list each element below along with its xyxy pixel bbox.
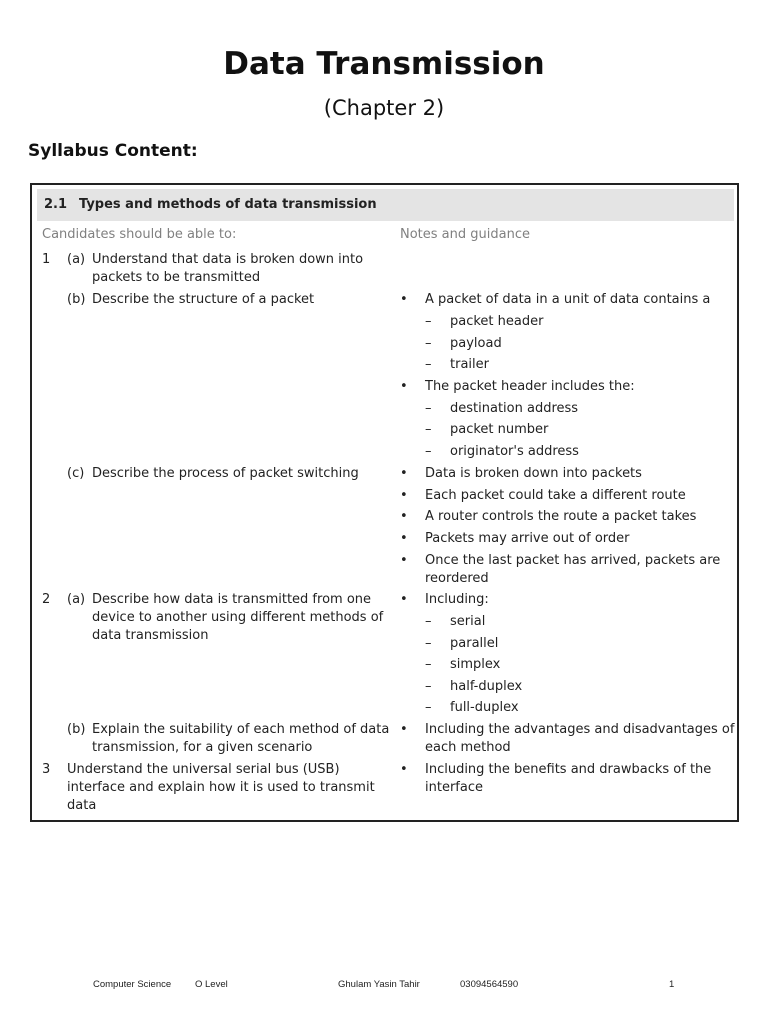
row-text-line: data transmission <box>92 628 209 643</box>
row-letter: (b) <box>67 292 86 307</box>
bullet-icon: • <box>400 488 408 503</box>
note-subitem: trailer <box>450 357 489 372</box>
row-text-line: packets to be transmitted <box>92 270 261 285</box>
syllabus-table <box>30 183 739 822</box>
section-header <box>37 189 734 221</box>
note-line: Including the benefits and drawbacks of the <box>425 762 712 777</box>
note-line: Data is broken down into packets <box>425 466 642 481</box>
note-subitem: packet number <box>450 422 549 437</box>
note-line: Once the last packet has arrived, packets are <box>425 553 721 568</box>
row-text-line: data <box>67 798 97 813</box>
dash-icon: – <box>425 422 432 437</box>
note-subitem: serial <box>450 614 486 629</box>
bullet-icon: • <box>400 509 408 524</box>
dash-icon: – <box>425 657 432 672</box>
dash-icon: – <box>425 314 432 329</box>
note-subitem: packet header <box>450 314 544 329</box>
note-line: Including the advantages and disadvantages of <box>425 722 735 737</box>
bullet-icon: • <box>400 722 408 737</box>
row-text-line: Understand that data is broken down into <box>92 252 364 267</box>
note-subitem: destination address <box>450 401 579 416</box>
page-title: Data Transmission <box>223 46 545 82</box>
dash-icon: – <box>425 444 432 459</box>
note-subitem: originator's address <box>450 444 579 459</box>
section-title: Types and methods of data transmission <box>79 197 377 212</box>
row-number: 2 <box>42 592 51 607</box>
note-line: A packet of data in a unit of data contains a <box>425 292 711 307</box>
dash-icon: – <box>425 336 432 351</box>
column-header-candidates: Candidates should be able to: <box>42 227 237 242</box>
footer-author: Ghulam Yasin Tahir <box>338 979 420 990</box>
note-subitem: half-duplex <box>450 679 523 694</box>
row-text-line: interface and explain how it is used to transmit <box>67 780 375 795</box>
row-text-line: transmission, for a given scenario <box>92 740 313 755</box>
row-text-line: Describe the process of packet switching <box>92 466 359 481</box>
row-number: 3 <box>42 762 51 777</box>
note-line: reordered <box>425 571 489 586</box>
note-line: interface <box>425 780 483 795</box>
bullet-icon: • <box>400 553 408 568</box>
column-header-notes: Notes and guidance <box>400 227 530 242</box>
note-line: The packet header includes the: <box>425 379 635 394</box>
dash-icon: – <box>425 357 432 372</box>
row-text-line: device to another using different methods of <box>92 610 384 625</box>
row-text-line: Describe the structure of a packet <box>92 292 315 307</box>
note-subitem: full-duplex <box>450 700 519 715</box>
row-letter: (c) <box>67 466 85 481</box>
row-text-line: Understand the universal serial bus (USB) <box>67 762 340 777</box>
row-text-line: Explain the suitability of each method of data <box>92 722 390 737</box>
footer-phone: 03094564590 <box>460 979 519 990</box>
note-line: Packets may arrive out of order <box>425 531 630 546</box>
bullet-icon: • <box>400 379 408 394</box>
footer-subject: Computer Science <box>93 979 172 990</box>
bullet-icon: • <box>400 762 408 777</box>
note-subitem: simplex <box>450 657 501 672</box>
dash-icon: – <box>425 700 432 715</box>
chapter-subtitle: (Chapter 2) <box>323 96 445 120</box>
note-line: A router controls the route a packet takes <box>425 509 697 524</box>
row-number: 1 <box>42 252 51 267</box>
footer-page-number: 1 <box>669 979 675 990</box>
dash-icon: – <box>425 614 432 629</box>
bullet-icon: • <box>400 466 408 481</box>
dash-icon: – <box>425 679 432 694</box>
dash-icon: – <box>425 636 432 651</box>
section-number: 2.1 <box>44 197 68 212</box>
bullet-icon: • <box>400 292 408 307</box>
bullet-icon: • <box>400 592 408 607</box>
footer-level: O Level <box>195 979 228 990</box>
note-subitem: payload <box>450 336 502 351</box>
row-letter: (a) <box>67 592 86 607</box>
note-line: Each packet could take a different route <box>425 488 686 503</box>
bullet-icon: • <box>400 531 408 546</box>
note-line: Including: <box>425 592 489 607</box>
row-letter: (a) <box>67 252 86 267</box>
row-text-line: Describe how data is transmitted from one <box>92 592 372 607</box>
syllabus-heading: Syllabus Content: <box>28 141 198 161</box>
note-subitem: parallel <box>450 636 499 651</box>
row-letter: (b) <box>67 722 86 737</box>
dash-icon: – <box>425 401 432 416</box>
note-line: each method <box>425 740 511 755</box>
